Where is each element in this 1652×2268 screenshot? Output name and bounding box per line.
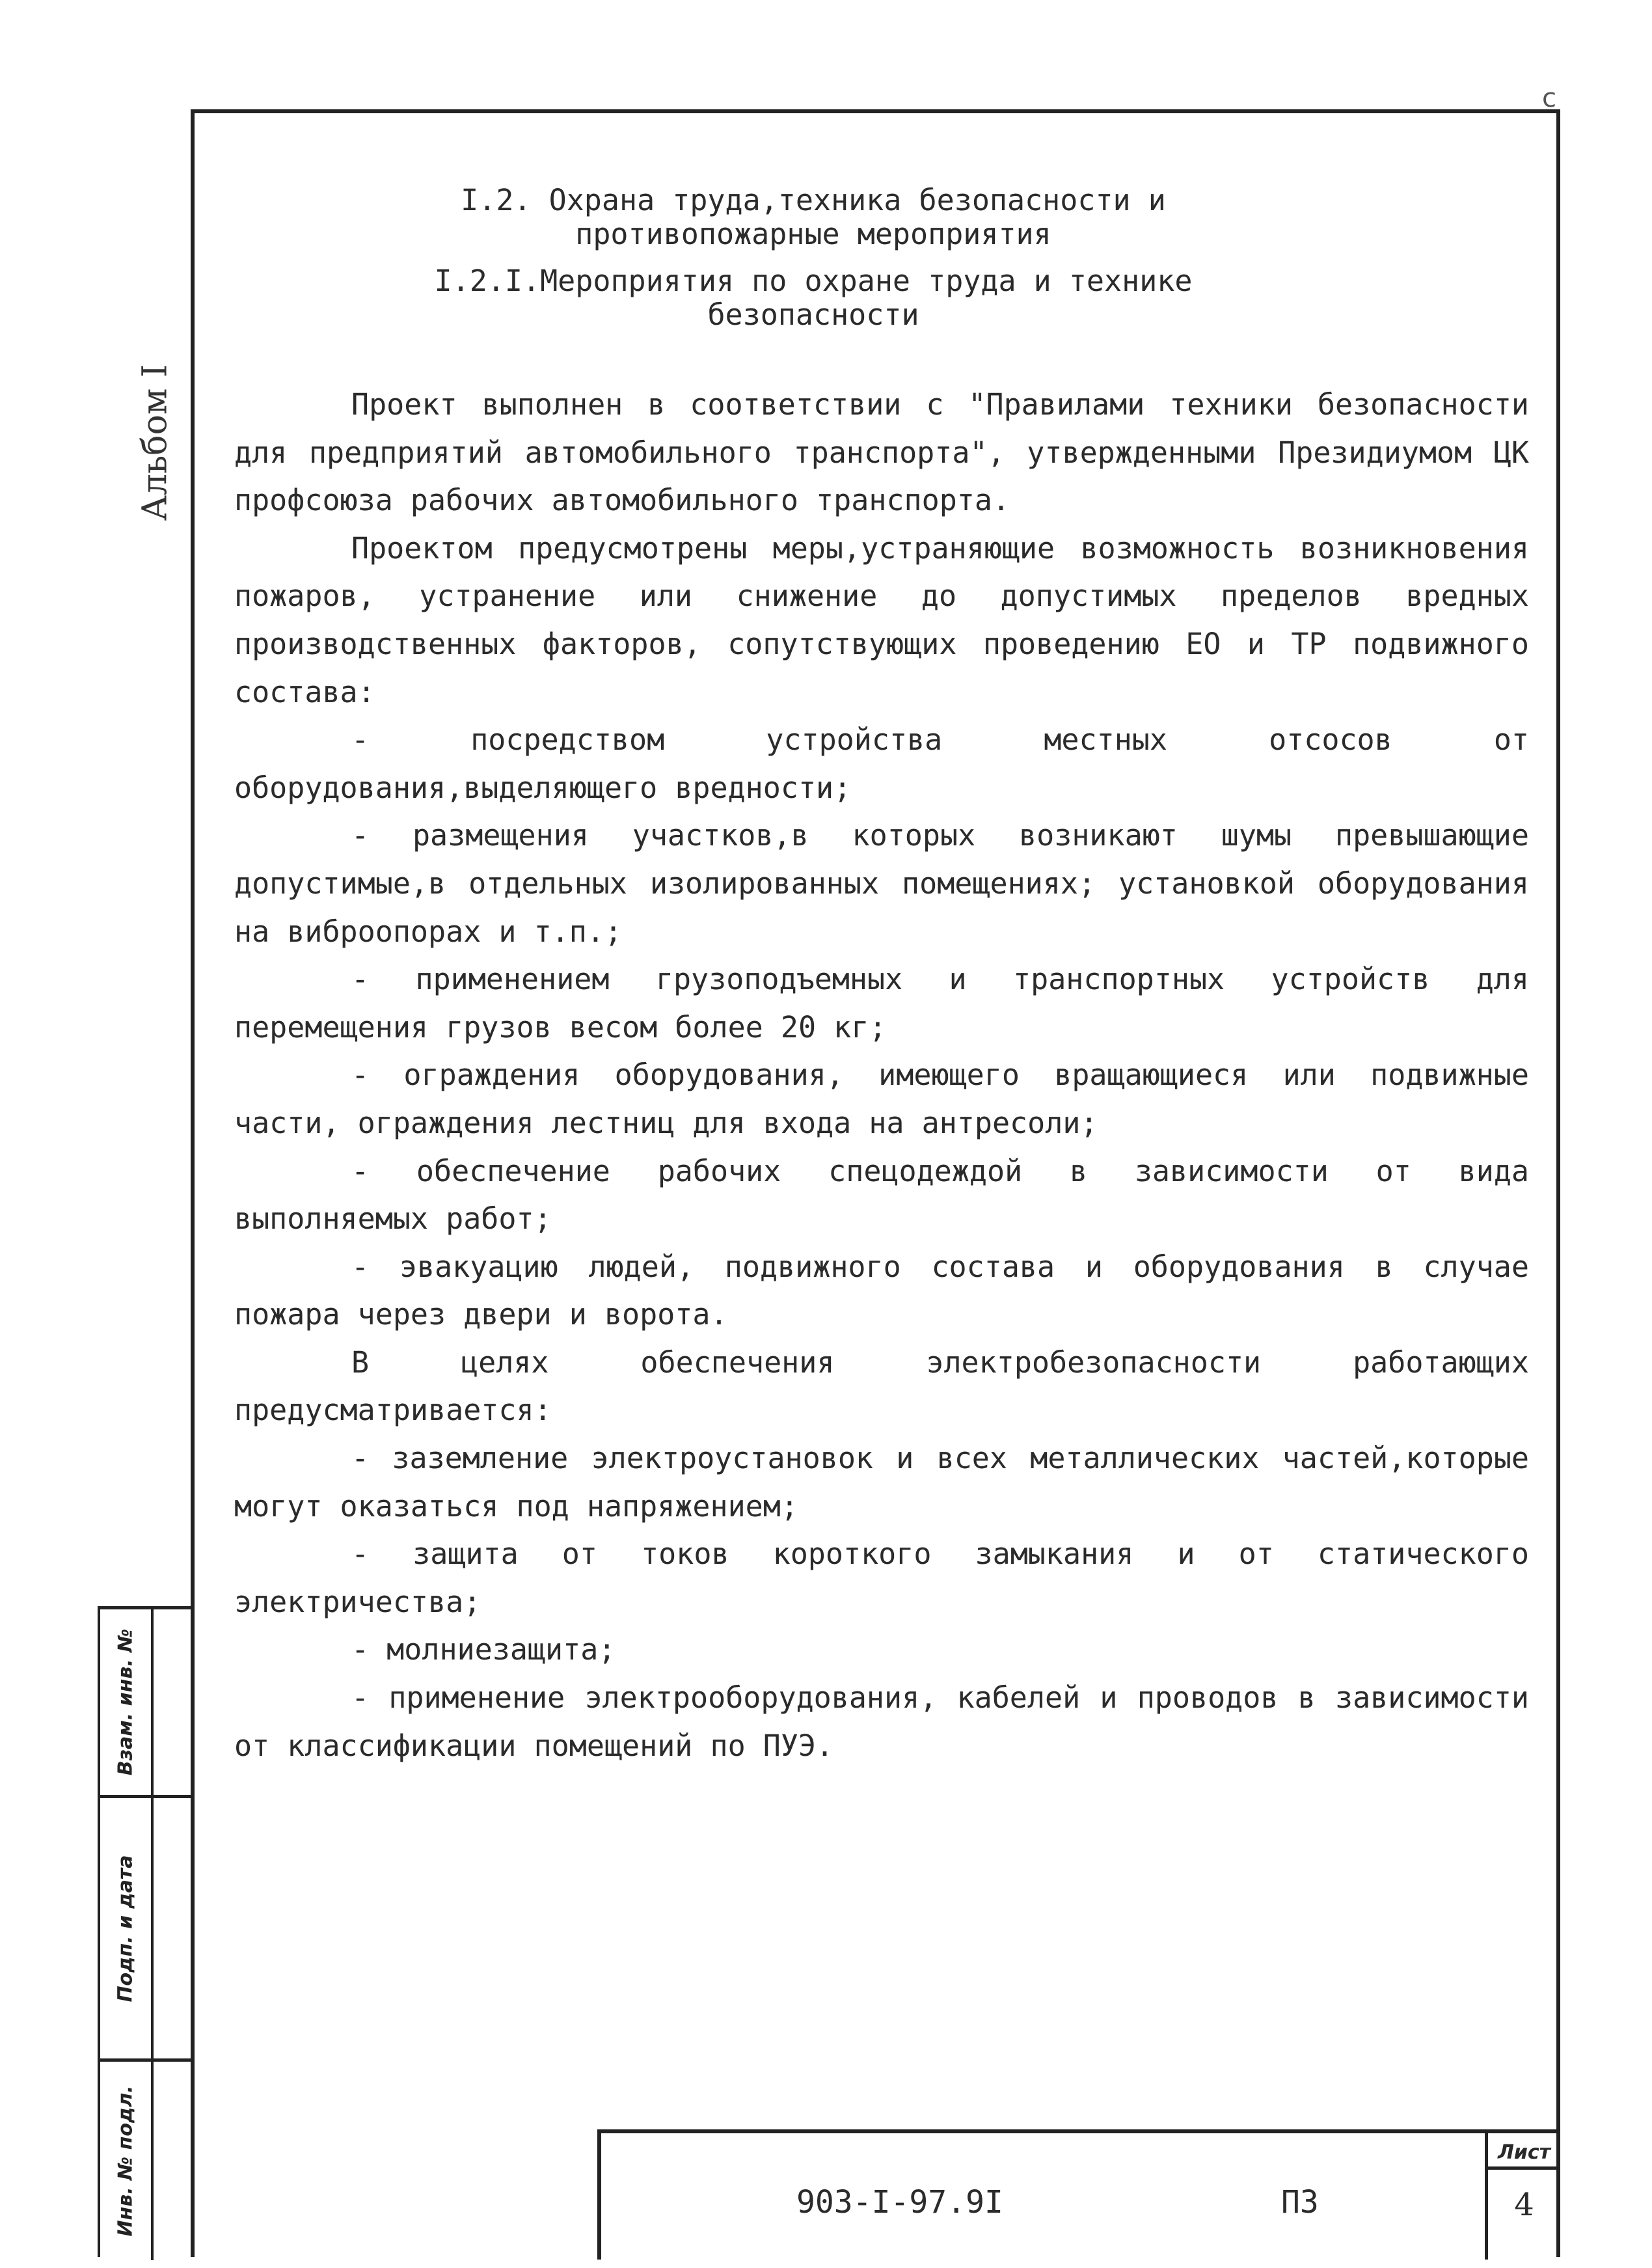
side-stamp — [98, 1606, 191, 2257]
side-stamp-label: Взам. инв. № — [114, 1628, 137, 1776]
document-code: 903-I-97.9I — [796, 2184, 1003, 2220]
body-text — [234, 381, 1529, 1769]
list-item: - ограждения оборудования, имеющего вращающиеся или подвижные части, ограждения лестниц для входа на антресоли; — [234, 1058, 1529, 1140]
paragraph-electrical: В целях обеспечения электробезопасности работающих предусматривается: — [234, 1345, 1529, 1428]
list-item: - посредством устройства местных отсосов от оборудования,выделяющего вредности; — [234, 722, 1529, 805]
side-stamp-label: Подп. и дата — [114, 1854, 137, 2002]
subsection-heading-line-2: безопасности — [707, 297, 919, 332]
list-item: - молниезащита; — [351, 1632, 616, 1667]
list-item: - заземление электроустановок и всех металлических частей,которые могут оказаться под напряжением; — [234, 1441, 1529, 1523]
list-item: - размещения участков,в которых возникают шумы превышающие допустимые,в отдельных изолированных помещениях; установкой оборудования на виброопорах и т.п.; — [234, 818, 1529, 949]
side-stamp-cell — [100, 1798, 191, 2062]
sheet-label: Лист — [1488, 2133, 1560, 2170]
section-heading-line-1: I.2. Охрана труда,техника безопасности и — [461, 183, 1166, 217]
sheet-box — [1485, 2133, 1560, 2260]
title-block — [597, 2129, 1560, 2260]
album-label — [122, 325, 187, 560]
corner-mark: с — [1542, 83, 1556, 113]
list-item: - обеспечение рабочих спецодеждой в зависимости от вида выполняемых работ; — [234, 1153, 1529, 1236]
side-stamp-label: Инв. № подл. — [114, 2085, 137, 2237]
list-item: - защита от токов короткого замыкания и от статического электричества; — [234, 1537, 1529, 1619]
section-heading-line-2: противопожарные мероприятия — [575, 217, 1051, 251]
list-item: - применением грузоподъемных и транспортных устройств для перемещения грузов весом более 20 кг; — [234, 962, 1529, 1045]
list-item: - применение электрооборудования, кабелей и проводов в зависимости от классификации помещений по ПУЭ. — [234, 1680, 1529, 1763]
album-label-text: Альбом I — [135, 364, 175, 521]
paragraph-intro: Проект выполнен в соответствии с "Правилами техники безопасности для предприятий автомобильного транспорта", утвержденными Президиумом ЦК профсоюза рабочих автомобильного транспорта. — [234, 387, 1529, 518]
paragraph-measures: Проектом предусмотрены меры,устраняющие возможность возникновения пожаров, устранение или снижение до допустимых пределов вредных производственных факторов, сопутствующих проведению ЕО и ТР подвижного состава: — [234, 530, 1529, 709]
side-stamp-cell — [100, 2062, 191, 2260]
list-item: - эвакуацию людей, подвижного состава и оборудования в случае пожара через двери и ворота. — [234, 1249, 1529, 1332]
side-stamp-cell — [100, 1609, 191, 1798]
subsection-heading-line-1: I.2.I.Мероприятия по охране труда и технике — [434, 264, 1193, 298]
document-type: ПЗ — [1281, 2184, 1319, 2220]
sheet-number: 4 — [1514, 2187, 1534, 2223]
